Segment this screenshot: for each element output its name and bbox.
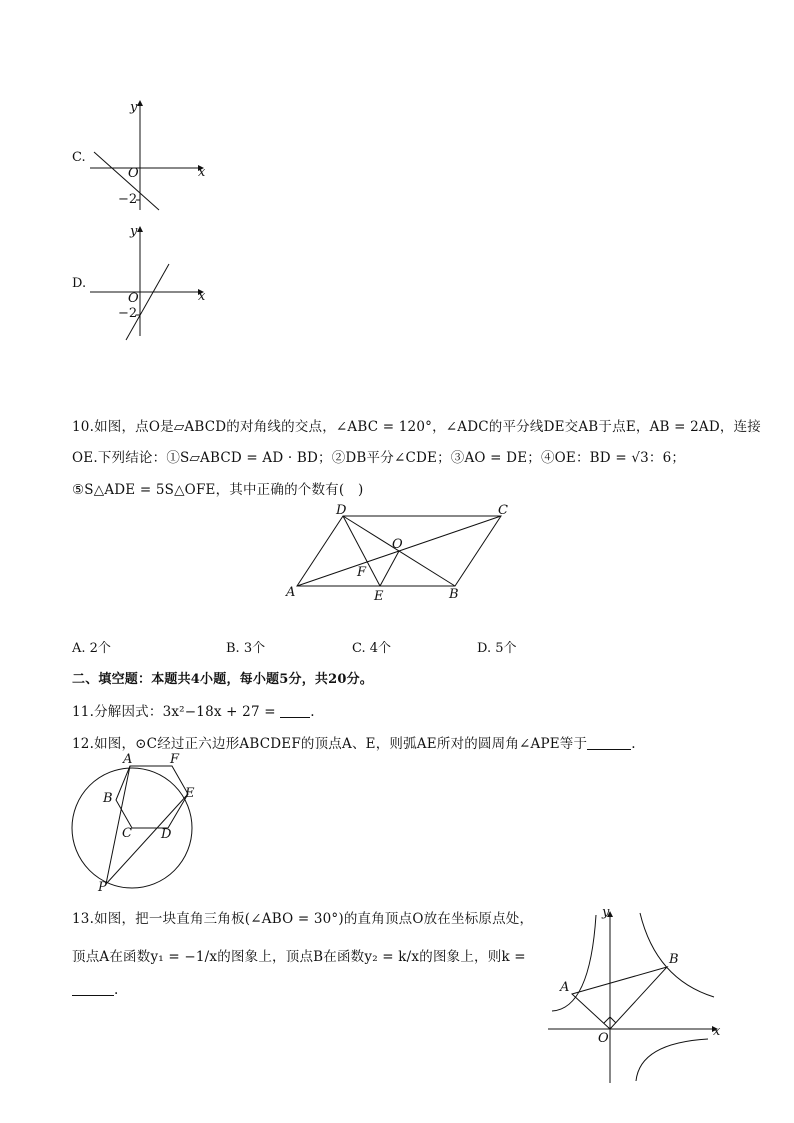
q11-answer-blank[interactable] (280, 705, 310, 718)
point-e-label: E (374, 589, 384, 604)
origin-label: O (128, 166, 139, 181)
q12-answer-blank[interactable] (587, 737, 631, 750)
point-c-label: C (122, 826, 132, 841)
point-e-label: E (185, 786, 195, 801)
axis-y-label: y (130, 224, 138, 239)
q12-line: 12.如图，⊙C经过正六边形ABCDEF的顶点A、E，则弧AE所对的圆周角∠APE等于 . (72, 736, 636, 752)
point-c-label: C (498, 503, 508, 518)
option-c-graph (70, 98, 220, 213)
option-d-axes (70, 224, 220, 344)
q10-option-b[interactable]: B. 3个 (226, 641, 266, 656)
q11-line: 11.分解因式：3x²−18x + 27 = . (72, 704, 315, 720)
q10-option-a[interactable]: A. 2个 (72, 641, 111, 656)
point-d-label: D (336, 503, 347, 518)
point-b-label: B (669, 952, 679, 967)
axis-y-label: y (602, 905, 610, 920)
section-2-heading: 二、填空题：本题共4小题，每小题5分，共20分。 (72, 672, 373, 687)
q10-line-3: ⑤S△ADE = 5S△OFE，其中正确的个数有( ) (72, 482, 364, 498)
point-a-label: A (286, 585, 296, 600)
point-f-label: F (170, 752, 180, 767)
point-f-label: F (357, 565, 367, 580)
point-a-label: A (123, 752, 133, 767)
q13-line-3: . (72, 982, 119, 998)
origin-label: O (128, 291, 139, 306)
q13-line-2: 顶点A在函数y₁ = −1/x的图象上，顶点B在函数y₂ = k/x的图象上，则k = (72, 949, 526, 965)
origin-label: O (598, 1031, 609, 1046)
q10-option-d[interactable]: D. 5个 (477, 641, 517, 656)
point-o-label: O (392, 537, 403, 552)
point-d-label: D (161, 827, 172, 842)
q13-line-1: 13.如图，把一块直角三角板(∠ABO = 30°)的直角顶点O放在坐标原点处， (72, 911, 534, 927)
point-b-label: B (449, 587, 459, 602)
axis-y-label: y (130, 100, 138, 115)
q13-answer-blank[interactable] (72, 983, 114, 996)
q10-line-1: 10.如图，点O是▱ABCD的对角线的交点，∠ABC = 120°，∠ADC的平分线DE交AB于点E，AB = 2AD，连接 (72, 419, 762, 435)
point-b-label: B (103, 791, 113, 806)
axis-x-label: x (713, 1024, 721, 1039)
q13-hyperbola-figure (548, 905, 728, 1085)
axis-x-label: x (198, 289, 206, 304)
intercept-label: −2 (118, 306, 138, 321)
option-d-graph (70, 224, 220, 344)
q11-text: 11.分解因式：3x²−18x + 27 = (72, 704, 281, 720)
point-p-label: P (98, 880, 107, 895)
q12-circle-hexagon-figure (66, 752, 206, 895)
axis-x-label: x (198, 165, 206, 180)
point-a-label: A (560, 980, 570, 995)
q10-parallelogram-figure (280, 500, 520, 610)
q10-option-c[interactable]: C. 4个 (352, 641, 392, 656)
option-d-label: D. (72, 276, 87, 291)
intercept-label: −2 (118, 192, 138, 207)
q10-line-2: OE.下列结论：①S▱ABCD = AD · BD；②DB平分∠CDE；③AO = DE；④OE：BD = √3：6； (72, 450, 686, 466)
option-c-label: C. (72, 150, 86, 165)
option-c-axes (70, 98, 220, 213)
q12-text: 12.如图，⊙C经过正六边形ABCDEF的顶点A、E，则弧AE所对的圆周角∠APE等于 (72, 736, 588, 752)
